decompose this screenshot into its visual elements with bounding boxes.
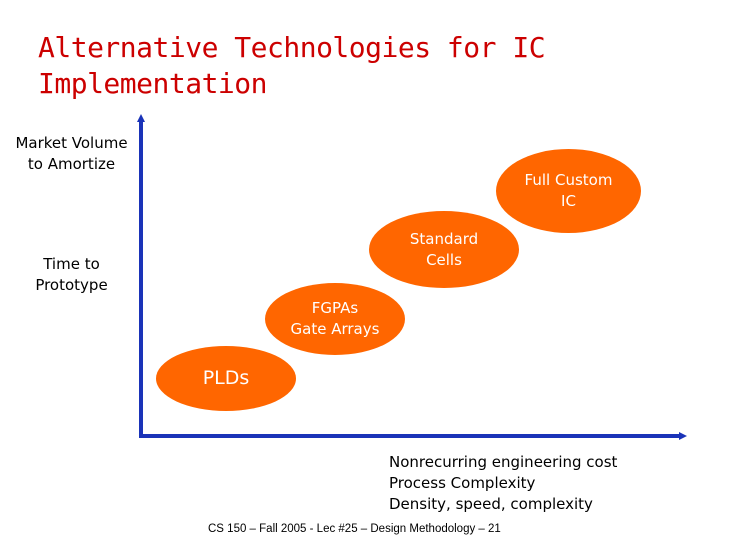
y-axis-bottom-label-line-2: Prototype [35, 276, 108, 294]
plds-label: PLDs [202, 367, 250, 389]
full-custom-ic-ellipse [496, 149, 641, 233]
standard-cells-label-line-1: Standard [409, 229, 479, 248]
full-custom-ic-label-line-2: IC [561, 192, 576, 210]
slide-footer: CS 150 – Fall 2005 - Lec #25 – Design Methodology – 21 [208, 523, 501, 535]
standard-cells-label-line-2: Cells [426, 250, 462, 269]
y-axis-top-label-line-2: to Amortize [27, 155, 116, 173]
fpgas-gate-arrays-label-line-2: Gate Arrays [290, 320, 380, 338]
fpgas-gate-arrays-label-line-1: FGPAs [311, 299, 359, 317]
x-axis-label-line-1: Nonrecurring engineering cost [389, 453, 618, 471]
standard-cells-ellipse [369, 211, 519, 288]
x-axis-label-line-3: Density, speed, complexity [389, 495, 593, 513]
y-axis-bottom-label [4, 254, 139, 296]
y-axis-top-label-line-1: Market Volume [15, 134, 128, 152]
x-axis-label-line-2: Process Complexity [389, 474, 536, 492]
full-custom-ic-label-line-1: Full Custom [524, 171, 613, 189]
slide-title-line-2: Implementation [38, 67, 268, 100]
slide-title-line-1: Alternative Technologies for IC [38, 31, 546, 64]
plds-ellipse [156, 346, 296, 411]
fpgas-gate-arrays-ellipse [265, 283, 405, 355]
x-axis-label [389, 452, 617, 515]
y-axis-bottom-label-line-1: Time to [43, 255, 100, 273]
y-axis-top-label [4, 133, 139, 175]
